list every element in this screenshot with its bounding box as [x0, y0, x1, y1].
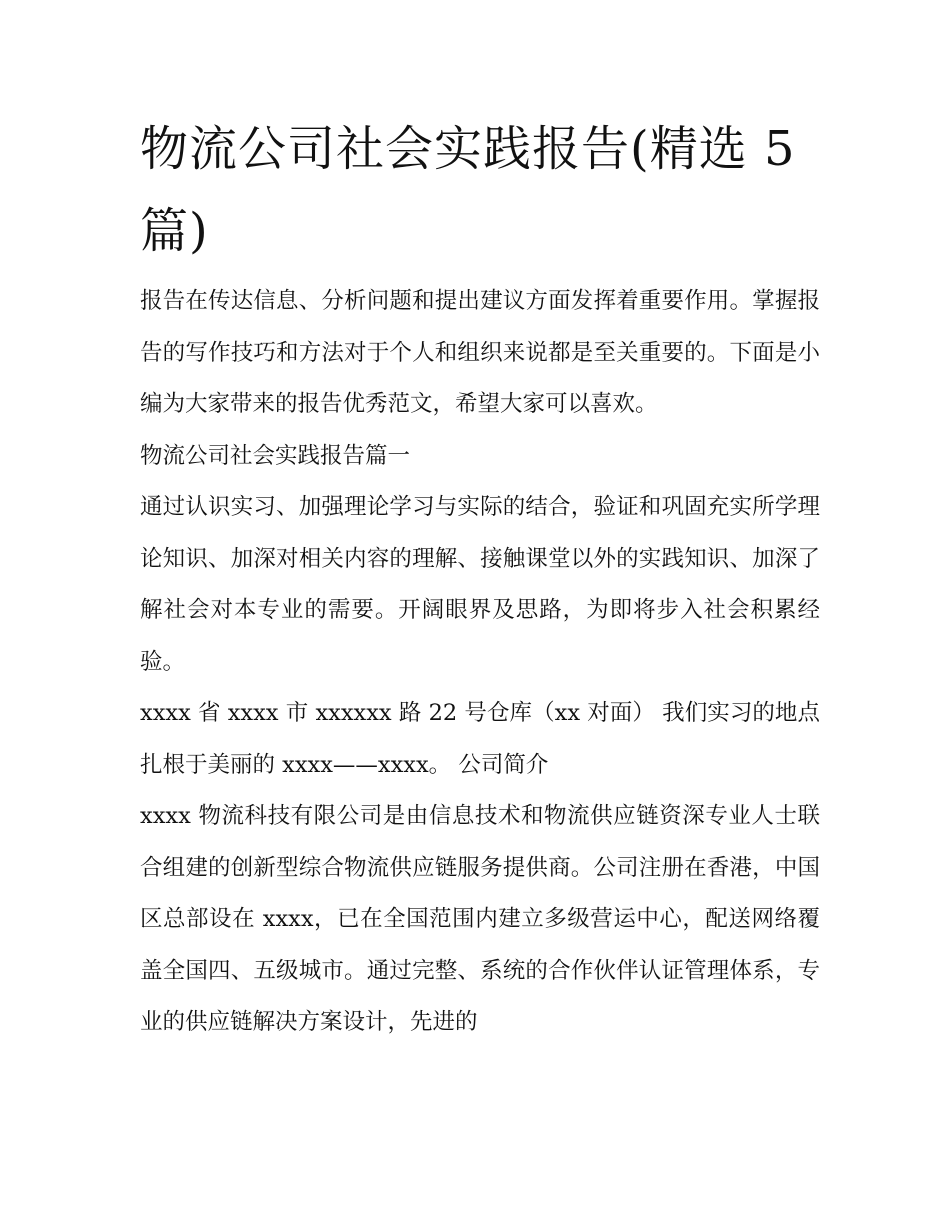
document-body: [140, 276, 820, 1049]
internship-purpose-paragraph: 通过认识实习、加强理论学习与实际的结合，验证和巩固充实所学理论知识、加深对相关内容的理解、接触课堂以外的实践知识、加深了解社会对本专业的需要。开阔眼界及思路，为即将步入社会积累经验。: [140, 494, 820, 675]
company-profile-paragraph: xxxx 物流科技有限公司是由信息技术和物流供应链资深专业人士联合组建的创新型综合物流供应链服务提供商。公司注册在香港，中国区总部设在 xxxx，已在全国范围内建立多级营运中心，配送网络覆盖全国四、五级城市。通过完整、系统的合作伙伴认证管理体系，专业的供应链解决方案设计，先进的: [140, 803, 820, 1035]
intro-paragraph: 报告在传达信息、分析问题和提出建议方面发挥着重要作用。掌握报告的写作技巧和方法对于个人和组织来说都是至关重要的。下面是小编为大家带来的报告优秀范文，希望大家可以喜欢。: [140, 288, 820, 417]
section-heading-part-one: 物流公司社会实践报告篇一: [140, 442, 411, 469]
internship-location-paragraph: xxxx 省 xxxx 市 xxxxxx 路 22 号仓库（xx 对面） 我们实习的地点扎根于美丽的 xxxx——xxxx。 公司简介: [140, 700, 820, 778]
document-title: 物流公司社会实践报告(精选 5 篇): [140, 121, 796, 259]
